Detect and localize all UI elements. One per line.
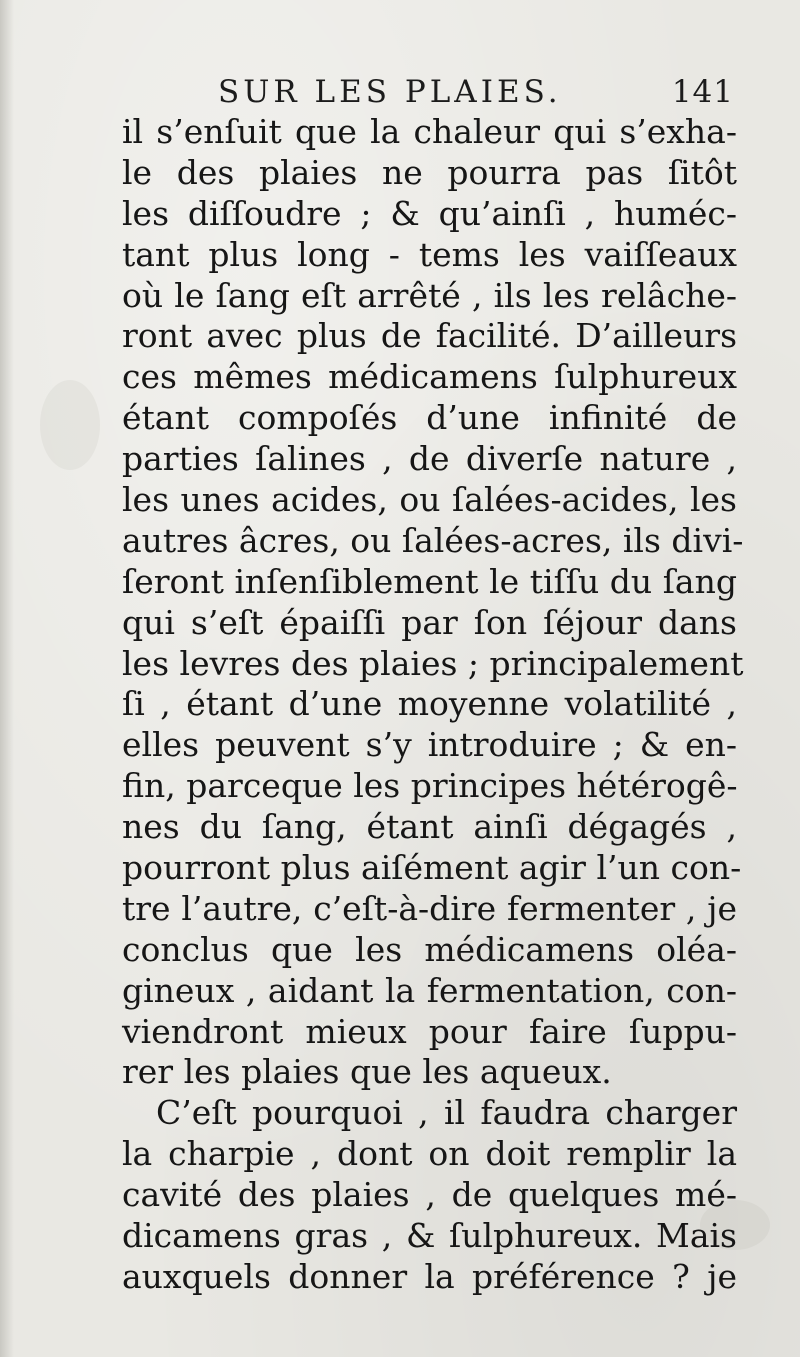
text-line: conclus que les médicamens oléa- — [122, 929, 737, 969]
text-line: nes du ſang, étant ainſi dégagés , — [122, 807, 737, 847]
text-line: elles peuvent s’y introduire ; & en- — [122, 725, 737, 765]
text-line: tant plus long - tems les vaiſſeaux — [122, 234, 737, 274]
text-line: les unes acides, ou ſalées-acides, les — [122, 480, 737, 520]
running-title: SUR LES PLAIES. — [218, 74, 562, 110]
text-line: parties ſalines , de diverſe nature , — [122, 439, 737, 479]
text-line: il s’enſuit que la chaleur qui s’exha- — [122, 112, 737, 151]
text-line: ces mêmes médicamens ſulphureux — [122, 357, 737, 397]
text-line: ſeront inſenſiblement le tiſſu du ſang — [122, 561, 737, 601]
text-line: pourront plus aiſément agir l’un con- — [122, 848, 742, 888]
text-line: le des plaies ne pourra pas ſitôt — [122, 152, 737, 192]
text-line: auxquels donner la préférence ? je — [122, 1256, 737, 1296]
text-line: ront avec plus de facilité. D’ailleurs — [122, 316, 737, 356]
text-line: dicamens gras , & ſulphureux. Mais — [122, 1216, 737, 1256]
text-line: où le ſang eſt arrêté , ils les relâche- — [122, 275, 737, 315]
running-header — [218, 72, 738, 116]
text-line: les levres des plaies ; principalement — [122, 643, 744, 683]
text-line: étant compoſés d’une infinité de — [122, 398, 737, 438]
text-line: gineux , aidant la fermentation, con- — [122, 970, 737, 1010]
body-text — [122, 112, 744, 1298]
text-line: fin, parceque les principes hétérogê- — [122, 766, 738, 806]
page-number: 141 — [671, 74, 734, 110]
text-line: ſi , étant d’une moyenne volatilité , — [122, 684, 737, 724]
text-line: les diſſoudre ; & qu’ainſi , huméc- — [122, 193, 737, 233]
text-line: autres âcres, ou ſalées-acres, ils divi- — [122, 520, 744, 560]
text-line: tre l’autre, c’eſt-à-dire fermenter , je — [122, 888, 737, 928]
paragraph-start-line: C’eſt pourquoi , il faudra charger — [156, 1093, 737, 1133]
text-line: cavité des plaies , de quelques mé- — [122, 1175, 737, 1215]
page-gutter-shadow — [0, 0, 14, 1357]
text-line: qui s’eſt épaiſſi par ſon ſéjour dans — [122, 602, 737, 642]
text-line: rer les plaies que les aqueux. — [122, 1052, 612, 1092]
text-line: la charpie , dont on doit remplir la — [122, 1134, 737, 1174]
paper-stain — [40, 380, 100, 470]
text-line: viendront mieux pour faire ſuppu- — [122, 1011, 737, 1051]
